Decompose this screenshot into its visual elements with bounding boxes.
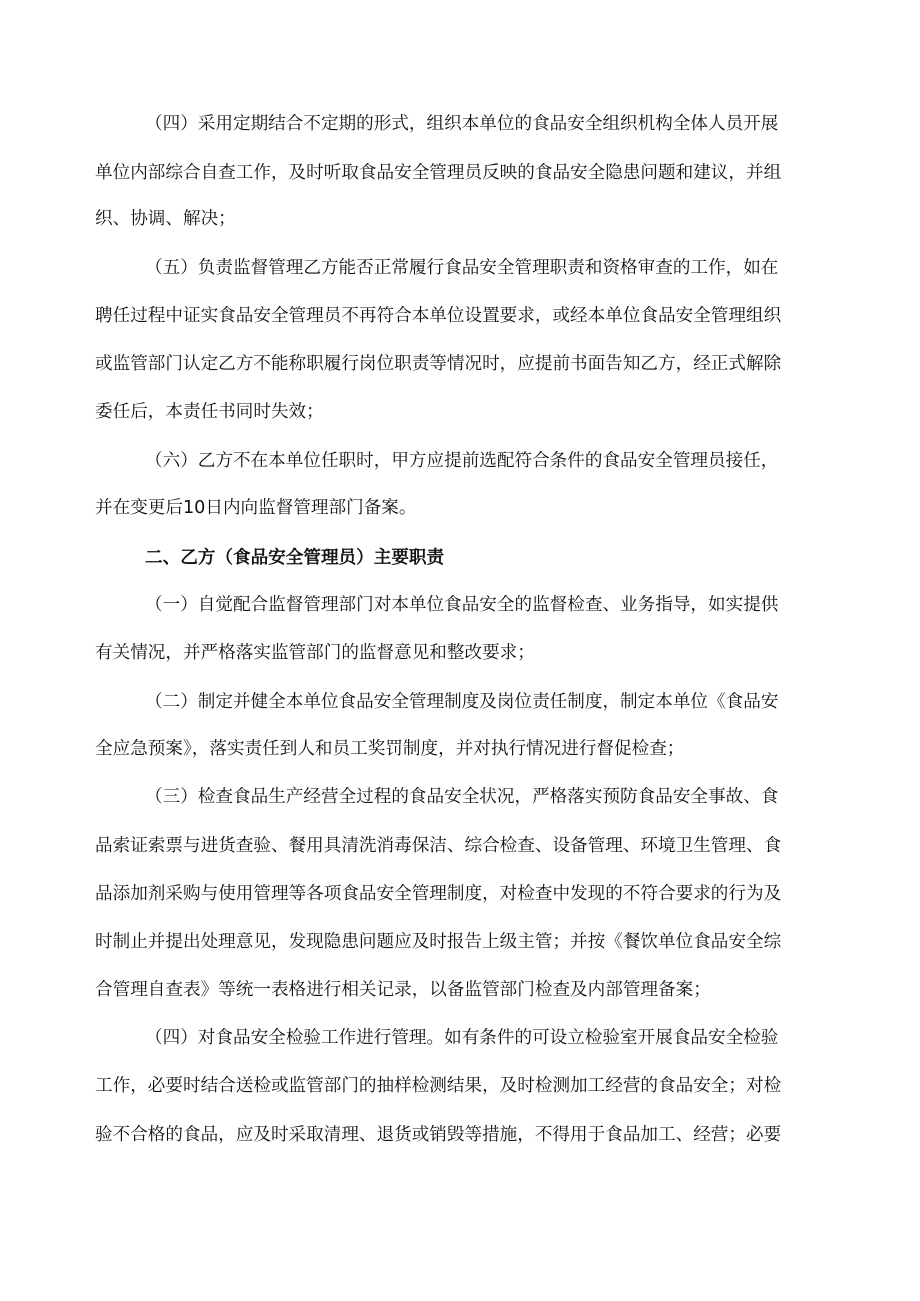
paragraph-five-line-1: （五）负责监督管理乙方能否正常履行食品安全管理职责和资格审查的工作，如在 bbox=[145, 258, 779, 278]
paragraph-five-line-4: 委任后，本责任书同时失效； bbox=[95, 402, 324, 422]
text-line bbox=[0, 972, 920, 1008]
text-line bbox=[0, 876, 920, 912]
paragraph-five-line-3: 或监管部门认定乙方不能称职履行岗位职责等情况时，应提前书面告知乙方，经正式解除 bbox=[95, 354, 782, 374]
duty-three-line-5: 合管理自查表》等统一表格进行相关记录，以备监管部门检查及内部管理备案； bbox=[95, 980, 711, 1000]
duty-one-line-1: （一）自觉配合监督管理部门对本单位食品安全的监督检查、业务指导，如实提供 bbox=[145, 595, 779, 615]
text-line bbox=[0, 635, 920, 671]
duty-two-line-1: （二）制定并健全本单位食品安全管理制度及岗位责任制度，制定本单位《食品安 bbox=[145, 692, 779, 712]
text-line bbox=[0, 155, 920, 191]
duty-four-line-1: （四）对食品安全检验工作进行管理。如有条件的可设立检验室开展食品安全检验 bbox=[145, 1028, 779, 1048]
text-line bbox=[0, 587, 920, 623]
paragraph-four-a-line-2: 单位内部综合自查工作，及时听取食品安全管理员反映的食品安全隐患问题和建议，并组 bbox=[95, 163, 782, 183]
paragraph-four-a-line-1: （四）采用定期结合不定期的形式，组织本单位的食品安全组织机构全体人员开展 bbox=[145, 114, 779, 134]
duty-three-line-1: （三）检查食品生产经营全过程的食品安全状况，严格落实预防食品安全事故、食 bbox=[145, 787, 779, 807]
paragraph-six-line-2: 并在变更后10日内向监督管理部门备案。 bbox=[95, 498, 417, 518]
duty-four-line-3: 验不合格的食品，应及时采取清理、退货或销毁等措施，不得用于食品加工、经营；必要 bbox=[95, 1125, 782, 1145]
duty-three-line-3: 品添加剂采购与使用管理等各项食品安全管理制度，对检查中发现的不符合要求的行为及 bbox=[95, 884, 782, 904]
text-line bbox=[0, 684, 920, 720]
text-line bbox=[0, 201, 920, 237]
text-line bbox=[0, 924, 920, 960]
paragraph-four-a-line-3: 织、协调、解决； bbox=[95, 209, 236, 229]
text-line bbox=[0, 731, 920, 767]
text-line bbox=[0, 346, 920, 382]
duty-three-line-2: 品索证索票与进货查验、餐用具清洗消毒保洁、综合检查、设备管理、环境卫生管理、食 bbox=[95, 836, 782, 856]
text-line bbox=[0, 106, 920, 142]
text-line bbox=[0, 443, 920, 479]
paragraph-five-line-2: 聘任过程中证实食品安全管理员不再符合本单位设置要求，或经本单位食品安全管理组织 bbox=[95, 306, 782, 326]
duty-three-line-4: 时制止并提出处理意见，发现隐患问题应及时报告上级主管；并按《餐饮单位食品安全综 bbox=[95, 932, 782, 952]
text-line bbox=[0, 394, 920, 430]
text-line bbox=[0, 1068, 920, 1104]
duty-four-line-2: 工作，必要时结合送检或监管部门的抽样检测结果，及时检测加工经营的食品安全；对检 bbox=[95, 1076, 782, 1096]
text-line bbox=[0, 298, 920, 334]
text-line bbox=[0, 779, 920, 815]
paragraph-six-line-1: （六）乙方不在本单位任职时，甲方应提前选配符合条件的食品安全管理员接任， bbox=[145, 451, 779, 471]
text-line bbox=[0, 828, 920, 864]
duty-one-line-2: 有关情况，并严格落实监管部门的监督意见和整改要求； bbox=[95, 643, 535, 663]
text-line bbox=[0, 490, 920, 526]
text-line bbox=[0, 1020, 920, 1056]
text-line bbox=[0, 1117, 920, 1153]
section-heading: 二、乙方（食品安全管理员）主要职责 bbox=[145, 548, 445, 568]
duty-two-line-2: 全应急预案》，落实责任到人和员工奖罚制度，并对执行情况进行督促检查； bbox=[95, 739, 685, 759]
text-line bbox=[0, 540, 920, 576]
text-line bbox=[0, 250, 920, 286]
